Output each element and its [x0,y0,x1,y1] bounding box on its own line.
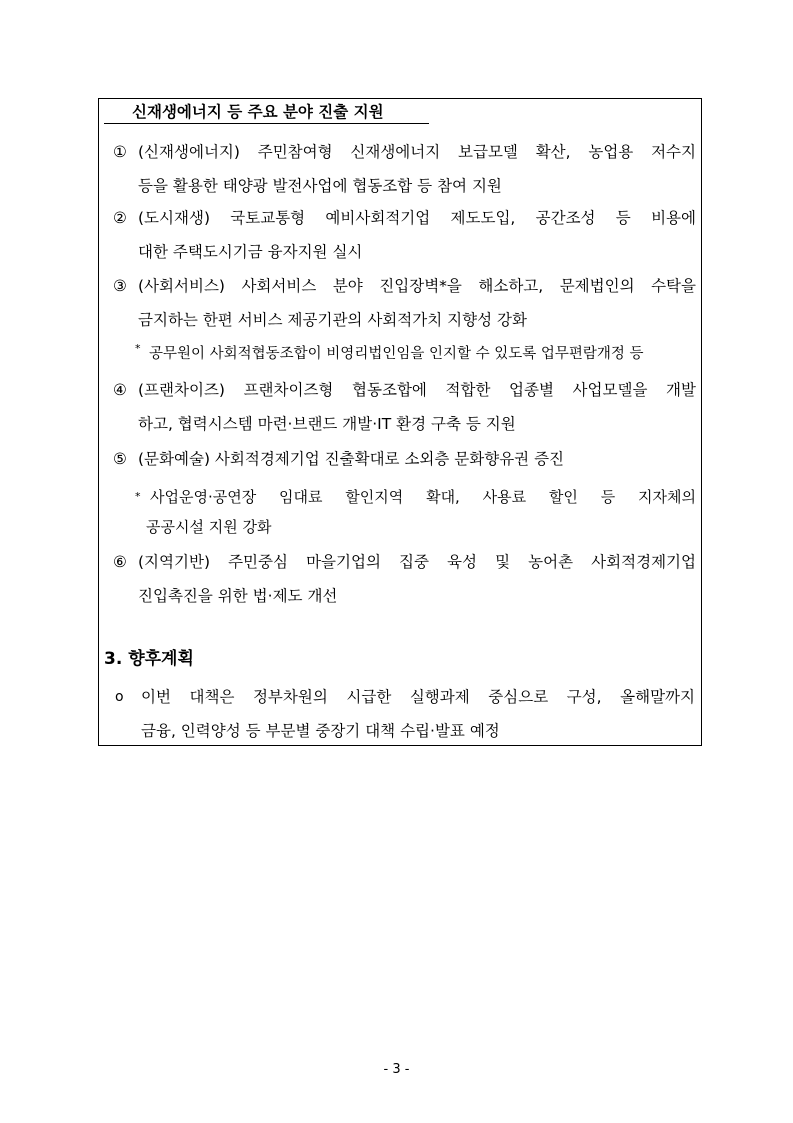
item-line: (문화예술) 사회적경제기업 진출확대로 소외층 문화향유권 증진 [138,450,565,468]
item-line: (신재생에너지) 주민참여형 신재생에너지 보급모델 확산, 농업용 저수지 [138,143,696,161]
footnote-mark: * [135,342,141,355]
item-line: (도시재생) 국토교통형 예비사회적기업 제도도입, 공간조성 등 비용에 [138,209,696,227]
item-number: ① [113,143,127,161]
list-item [113,373,696,441]
page-number: - 3 - [383,1062,410,1077]
item-line: 금지하는 한편 서비스 제공기관의 사회적가치 지향성 강화 [138,311,527,329]
bullet-line: 이번 대책은 정부차원의 시급한 실행과제 중심으로 구성, 올해말까지 [141,688,695,706]
item-line: (지역기반) 주민중심 마을기업의 집중 육성 및 농어촌 사회적경제기업 [138,553,696,571]
footnote-mark: * [135,490,141,503]
item-number: ② [113,209,127,227]
item-line: 대한 주택도시기금 융자지원 실시 [138,243,363,261]
footnote-text: 공무원이 사회적협동조합이 비영리법인임을 인지할 수 있도록 업무편람개정 등 [149,346,644,362]
subsection-heading: 신재생에너지 등 주요 분야 진출 지원 [104,100,429,124]
footnote-text: 공공시설 지원 강화 [146,518,272,536]
item-line: (사회서비스) 사회서비스 분야 진입장벽*을 해소하고, 문제법인의 수탁을 [138,277,696,295]
item-number: ③ [113,277,127,295]
item-number: ④ [113,381,127,399]
item-line: 진입촉진을 위한 법·제도 개선 [138,587,338,605]
item-line: 하고, 협력시스템 마련·브랜드 개발·IT 환경 구축 등 지원 [138,415,516,433]
list-item [113,442,696,476]
bullet-item [115,680,695,748]
item-number: ⑥ [113,553,127,571]
item-number: ⑤ [113,450,127,468]
item-line: (프랜차이즈) 프랜차이즈형 협동조합에 적합한 업종별 사업모델을 개발 [138,381,696,399]
footnote-text: 사업운영·공연장 임대료 할인지역 확대, 사용료 할인 등 지자체의 [150,488,696,506]
section-title: 3. 향후계획 [104,649,194,669]
item-line: 등을 활용한 태양광 발전사업에 협동조합 등 참여 지원 [138,177,502,195]
footnote [135,482,696,542]
list-item [113,135,696,203]
bullet-line: 금융, 인력양성 등 부문별 중장기 대책 수립·발표 예정 [141,722,500,740]
bullet-mark: ο [115,689,124,705]
list-item [113,201,696,269]
list-item [113,269,696,337]
list-item [113,545,696,613]
